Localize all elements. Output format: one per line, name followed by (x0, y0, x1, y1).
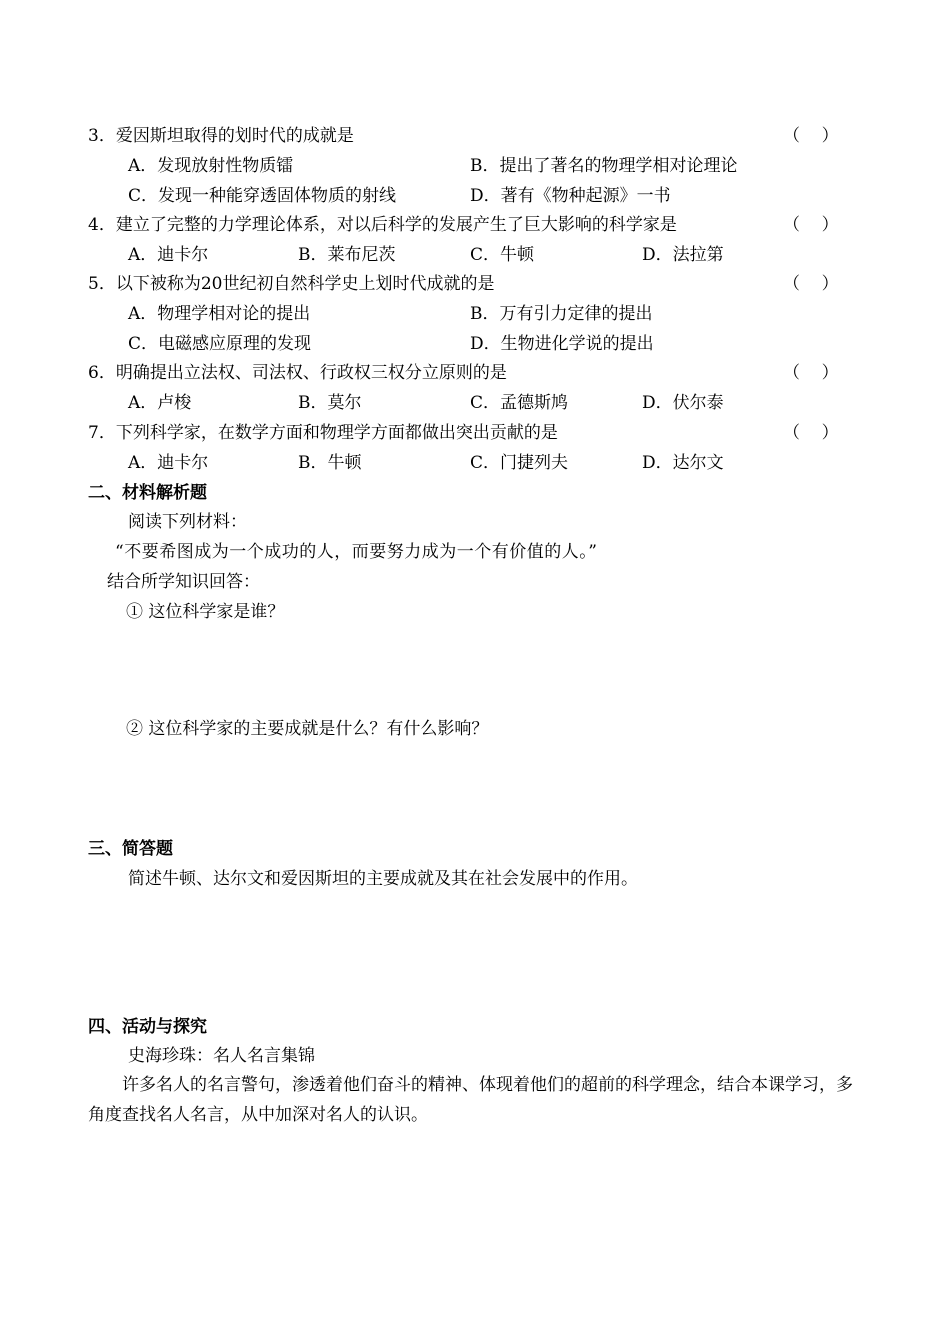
activity-body: 许多名人的名言警句，渗透着他们奋斗的精神、体现着他们的超前的科学理念，结合本课学习，多角度查找名人名言，从中加深对名人的认识。 (88, 1075, 853, 1125)
material-quote: “不要希图成为一个成功的人，而要努力成为一个有价值的人。” (115, 542, 598, 562)
question-4-option-a: A．迪卡尔 (128, 245, 209, 265)
question-7-stem: 7．下列科学家，在数学方面和物理学方面都做出突出贡献的是 (88, 423, 558, 443)
question-7-option-c: C．门捷列夫 (470, 453, 569, 473)
section-3-heading: 三、简答题 (88, 839, 173, 859)
question-5-option-d: D．生物进化学说的提出 (470, 334, 654, 354)
question-4-option-c: C．牛顿 (470, 245, 535, 265)
question-4-answer-blank: （ ） (783, 215, 839, 235)
question-6-stem: 6．明确提出立法权、司法权、行政权三权分立原则的是 (88, 363, 507, 383)
material-intro: 阅读下列材料： (128, 512, 247, 532)
question-7-option-b: B．牛顿 (298, 453, 362, 473)
sub-question-2: ② 这位科学家的主要成就是什么？有什么影响？ (126, 719, 489, 739)
question-5-answer-blank: （ ） (783, 274, 839, 294)
question-3-option-a: A．发现放射性物质镭 (128, 156, 294, 176)
question-7-option-a: A．迪卡尔 (128, 453, 209, 473)
question-7-answer-blank: （ ） (783, 423, 839, 443)
section-4-heading: 四、活动与探究 (88, 1017, 207, 1037)
question-3-option-b: B．提出了著名的物理学相对论理论 (470, 156, 738, 176)
question-7-option-d: D．达尔文 (642, 453, 724, 473)
section-2-heading: 二、材料解析题 (88, 483, 207, 503)
material-prompt: 结合所学知识回答： (107, 572, 260, 592)
question-5-stem: 5．以下被称为20世纪初自然科学史上划时代成就的是 (88, 274, 495, 294)
question-5-option-b: B．万有引力定律的提出 (470, 304, 653, 324)
question-4-option-b: B．莱布尼茨 (298, 245, 396, 265)
question-6-option-c: C．孟德斯鸠 (470, 393, 569, 413)
question-5-option-a: A．物理学相对论的提出 (128, 304, 311, 324)
short-answer-question: 简述牛顿、达尔文和爱因斯坦的主要成就及其在社会发展中的作用。 (128, 869, 638, 889)
sub-question-1: ① 这位科学家是谁？ (126, 602, 285, 622)
question-3-option-d: D．著有《物种起源》一书 (470, 186, 671, 206)
question-6-option-d: D．伏尔泰 (642, 393, 724, 413)
question-3-option-c: C．发现一种能穿透固体物质的射线 (128, 186, 397, 206)
question-3-answer-blank: （ ） (783, 126, 839, 146)
question-4-stem: 4．建立了完整的力学理论体系，对以后科学的发展产生了巨大影响的科学家是 (88, 215, 677, 235)
question-4-option-d: D．法拉第 (642, 245, 724, 265)
question-6-option-a: A．卢梭 (128, 393, 192, 413)
question-6-answer-blank: （ ） (783, 363, 839, 383)
question-5-option-c: C．电磁感应原理的发现 (128, 334, 312, 354)
activity-subtitle: 史海珍珠：名人名言集锦 (128, 1046, 315, 1066)
question-6-option-b: B．莫尔 (298, 393, 362, 413)
question-3-stem: 3．爱因斯坦取得的划时代的成就是 (88, 126, 354, 146)
